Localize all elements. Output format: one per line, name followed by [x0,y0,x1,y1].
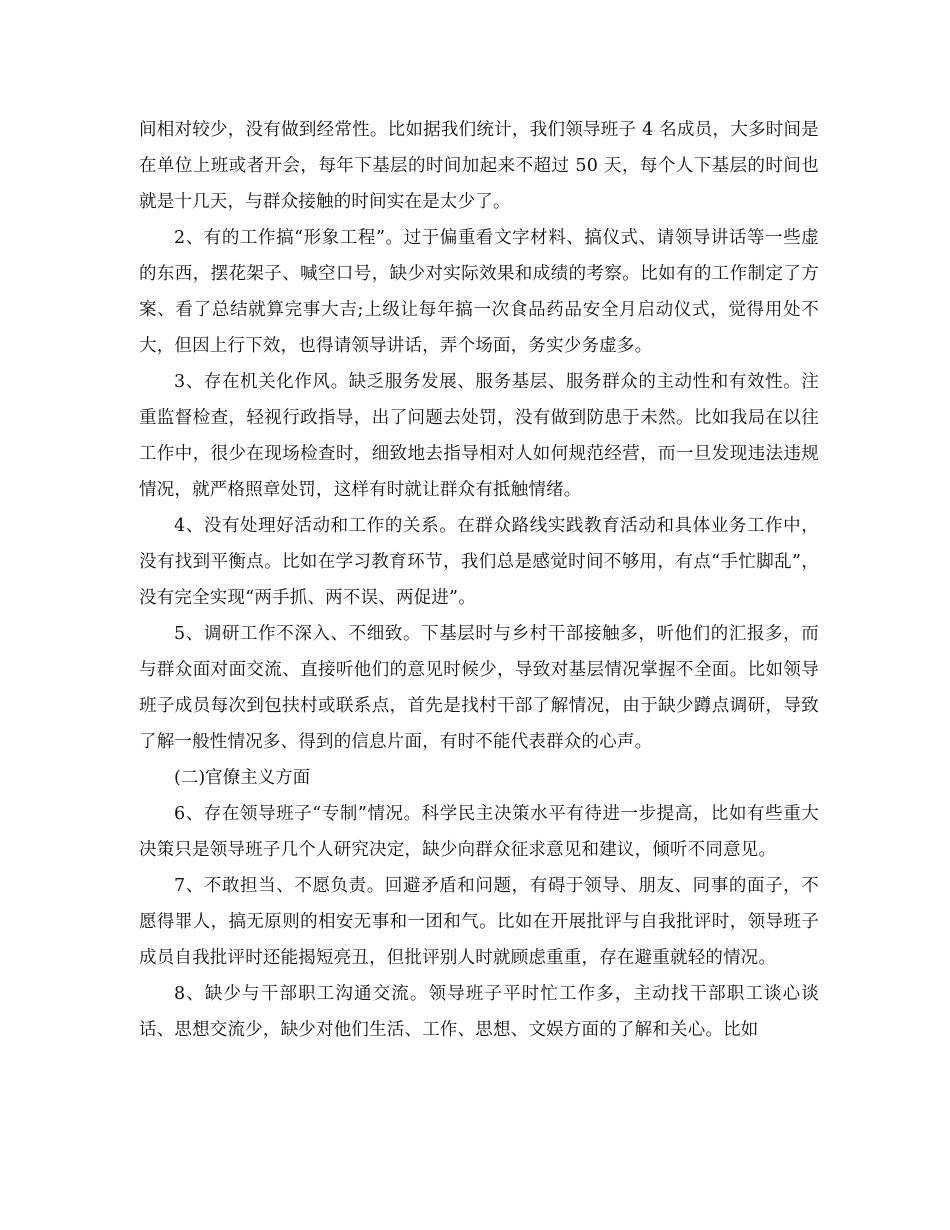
paragraph-item-8: 8、缺少与干部职工沟通交流。领导班子平时忙工作多，主动找干部职工谈心谈话、思想交流少，缺少对他们生活、工作、思想、文娱方面的了解和关心。比如 [139,984,819,1040]
paragraph-item-6: 6、存在领导班子“专制”情况。科学民主决策水平有待进一步提高，比如有些重大决策只是领导班子几个人研究决定，缺少向群众征求意见和建议，倾听不同意见。 [139,804,819,860]
paragraph-item-3: 3、存在机关化作风。缺乏服务发展、服务基层、服务群众的主动性和有效性。注重监督检查，轻视行政指导，出了问题去处罚，没有做到防患于未然。比如我局在以往工作中，很少在现场检查时，细致地去指导相对人如何规范经营，而一旦发现违法违规情况，就严格照章处罚，这样有时就让群众有抵触情绪。 [139,372,819,500]
document-body [139,112,819,1048]
paragraph-item-2: 2、有的工作搞“形象工程”。过于偏重看文字材料、搞仪式、请领导讲话等一些虚的东西，摆花架子、喊空口号，缺少对实际效果和成绩的考察。比如有的工作制定了方案、看了总结就算完事大吉;上级让每年搞一次食品药品安全月启动仪式，觉得用处不大，但因上行下效，也得请领导讲话，弄个场面，务实少务虚多。 [139,228,819,356]
paragraph-item-4: 4、没有处理好活动和工作的关系。在群众路线实践教育活动和具体业务工作中，没有找到平衡点。比如在学习教育环节，我们总是感觉时间不够用，有点“手忙脚乱”，没有完全实现“两手抓、两不误、两促进”。 [139,516,819,608]
paragraph-continuation: 间相对较少，没有做到经常性。比如据我们统计，我们领导班子 4 名成员，大多时间是在单位上班或者开会，每年下基层的时间加起来不超过 50 天，每个人下基层的时间也就是十几天，与群众接触的时间实在是太少了。 [139,120,819,212]
section-heading-bureaucratism: (二)官僚主义方面 [174,768,311,788]
paragraph-item-7: 7、不敢担当、不愿负责。回避矛盾和问题，有碍于领导、朋友、同事的面子，不愿得罪人，搞无原则的相安无事和一团和气。比如在开展批评与自我批评时，领导班子成员自我批评时还能揭短亮丑，但批评别人时就顾虑重重，存在避重就轻的情况。 [139,876,819,968]
paragraph-item-5: 5、调研工作不深入、不细致。下基层时与乡村干部接触多，听他们的汇报多，而与群众面对面交流、直接听他们的意见时候少，导致对基层情况掌握不全面。比如领导班子成员每次到包扶村或联系点，首先是找村干部了解情况，由于缺少蹲点调研，导致了解一般性情况多、得到的信息片面，有时不能代表群众的心声。 [139,624,819,752]
